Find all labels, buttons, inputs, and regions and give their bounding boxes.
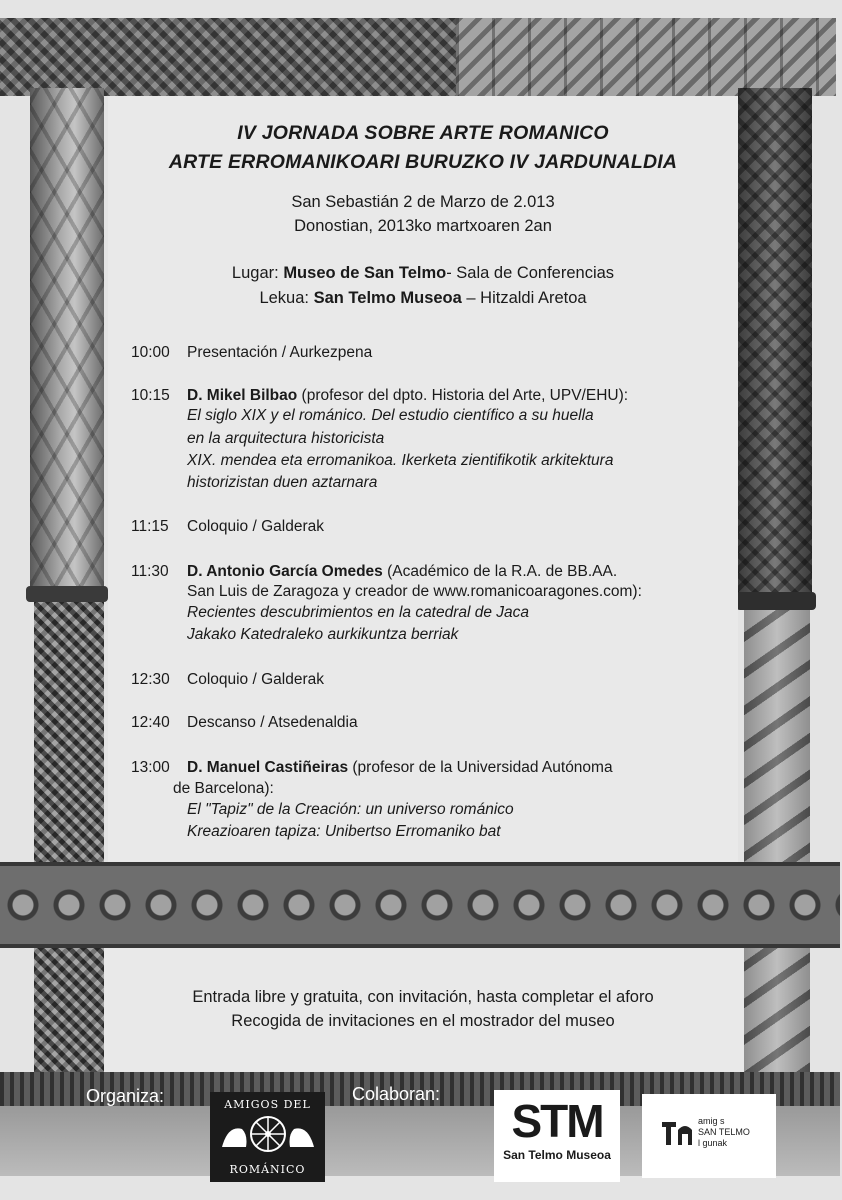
invitation-note: Recogida de invitaciones en el mostrador del museo xyxy=(231,1012,615,1030)
speaker-role-line2: San Luis de Zaragoza y creador de www.romanicoaragones.com): xyxy=(187,583,642,600)
left-column-upper xyxy=(30,88,104,594)
title-es: IV JORNADA SOBRE ARTE ROMANICO xyxy=(237,122,609,144)
session-garcia: D. Antonio García Omedes (Académico de la R.A. de BB.AA. xyxy=(187,563,618,580)
venue-eu-place: San Telmo Museoa xyxy=(313,289,462,307)
san-telmo-museoa-logo: STM San Telmo Museoa xyxy=(494,1090,620,1182)
right-column-lower xyxy=(744,610,810,1072)
talk3-title-es: El "Tapiz" de la Creación: un universo románico xyxy=(187,801,514,818)
talk-title-eu-1: XIX. mendea eta erromanikoa. Ikerketa zientifikotik arkitektura xyxy=(187,452,614,469)
talk-title-eu-2: historizistan duen aztarnara xyxy=(187,474,378,491)
time-1000: 10:00 xyxy=(131,344,170,361)
left-column-ring xyxy=(26,586,108,602)
left-column-lower xyxy=(34,602,104,1072)
session-presentation: Presentación / Aurkezpena xyxy=(187,344,373,361)
wheel-lions-icon xyxy=(218,1111,318,1157)
entry-note: Entrada libre y gratuita, con invitación, hasta completar el aforo xyxy=(192,988,654,1006)
date-es: San Sebastián 2 de Marzo de 2.013 xyxy=(291,193,555,211)
title-eu: ARTE ERROMANIKOARI BURUZKO IV JARDUNALDIA xyxy=(168,151,678,173)
talk2-title-es: Recientes descubrimientos en la catedral de Jaca xyxy=(187,604,530,621)
right-column-upper xyxy=(738,88,812,598)
venue-eu: Lekua: San Telmo Museoa – Hitzaldi Aretoa xyxy=(259,289,587,307)
venue-es-place: Museo de San Telmo xyxy=(283,264,447,282)
notes-panel xyxy=(104,948,744,1072)
amigos-romanico-logo: AMIGOS DEL ROMÁNICO xyxy=(210,1092,325,1182)
time-1130: 11:30 xyxy=(131,563,169,580)
session-bilbao: D. Mikel Bilbao (profesor del dpto. Historia del Arte, UPV/EHU): xyxy=(187,387,629,404)
venue-es: Lugar: Museo de San Telmo- Sala de Conferencias xyxy=(231,264,615,282)
museum-building-icon xyxy=(660,1118,694,1148)
session-descanso: Descanso / Atsedenaldia xyxy=(187,714,358,731)
right-column-ring xyxy=(736,592,816,610)
organiza-label: Organiza: xyxy=(86,1086,165,1106)
session-castineiras: D. Manuel Castiñeiras (profesor de la Universidad Autónoma xyxy=(187,759,613,776)
talk-title-es-1: El siglo XIX y el románico. Del estudio científico a su huella xyxy=(187,407,594,424)
speaker3-role-line2: de Barcelona): xyxy=(173,780,274,797)
amigos-san-telmo-logo: amig s SAN TELMO l gunak xyxy=(642,1094,776,1178)
stone-frieze xyxy=(0,862,840,948)
time-1230: 12:30 xyxy=(131,671,170,688)
time-1300: 13:00 xyxy=(131,759,170,776)
talk3-title-eu: Kreazioaren tapiza: Unibertso Erromaniko bat xyxy=(187,823,501,840)
session-coloquio-2: Coloquio / Galderak xyxy=(187,671,324,688)
time-1015: 10:15 xyxy=(131,387,170,404)
time-1115: 11:15 xyxy=(131,518,169,535)
time-1240: 12:40 xyxy=(131,714,170,731)
talk2-title-eu: Jakako Katedraleko aurkikuntza berriak xyxy=(187,626,459,643)
session-coloquio-1: Coloquio / Galderak xyxy=(187,518,324,535)
talk-title-es-2: en la arquitectura historicista xyxy=(187,430,385,447)
colaboran-label: Colaboran: xyxy=(352,1084,441,1104)
stone-top-border-right xyxy=(456,18,836,96)
date-eu: Donostian, 2013ko martxoaren 2an xyxy=(294,217,552,235)
